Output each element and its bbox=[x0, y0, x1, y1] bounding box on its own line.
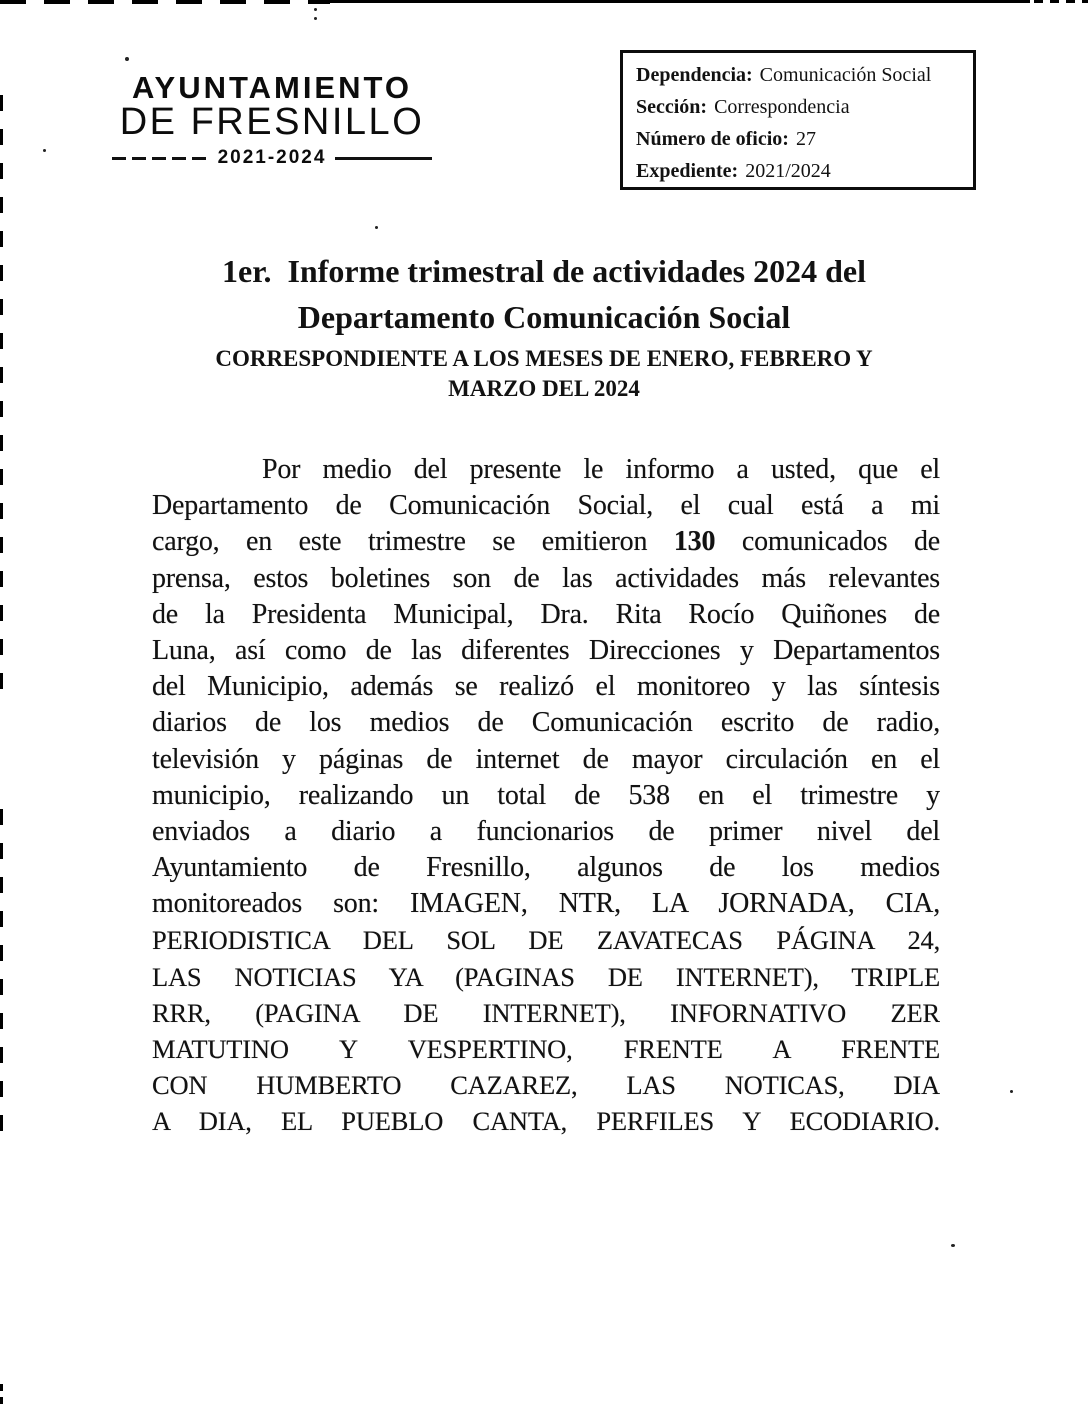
scan-speck bbox=[314, 8, 317, 11]
document-title-line1: 1er. Informe trimestral de actividades 2024 del bbox=[221, 253, 867, 289]
body-line bbox=[152, 850, 940, 886]
logo-rule-right bbox=[335, 157, 432, 160]
scan-artifact-left-bottom bbox=[0, 1384, 3, 1408]
reference-row-expediente bbox=[636, 155, 967, 187]
body-text-segment: comunicados de bbox=[715, 526, 940, 558]
body-text-segment: Luna, así como de las diferentes Direcciones y Departamentos bbox=[152, 634, 940, 666]
body-line bbox=[152, 524, 940, 560]
body-text-segment: de la Presidenta Municipal, Dra. Rita Rocío Quiñones de bbox=[152, 598, 940, 630]
body-line bbox=[152, 705, 940, 741]
body-line bbox=[152, 669, 940, 705]
reference-label: Dependencia: bbox=[636, 64, 753, 86]
body-text-segment: enviados a diario a funcionarios de primer nivel del bbox=[152, 815, 940, 847]
scan-speck bbox=[1010, 1090, 1013, 1093]
body-text-segment: LAS NOTICIAS YA (PAGINAS DE INTERNET), TRIPLE bbox=[152, 961, 940, 992]
reference-row-numero-oficio bbox=[636, 123, 967, 155]
reference-value: Correspondencia bbox=[714, 96, 850, 118]
reference-value: Comunicación Social bbox=[759, 64, 932, 86]
body-line bbox=[152, 814, 940, 850]
body-text-segment: PERIODISTICA DEL SOL DE ZAVATECAS PÁGINA 24, bbox=[152, 925, 940, 956]
body-line bbox=[152, 886, 940, 922]
body-line bbox=[152, 597, 940, 633]
municipality-logo bbox=[112, 72, 432, 169]
reference-value: 27 bbox=[795, 128, 816, 150]
logo-years-text: 2021-2024 bbox=[217, 147, 327, 168]
body-text-segment: Ayuntamiento de Fresnillo, algunos de los medios bbox=[152, 852, 940, 884]
body-text-segment: prensa, estos boletines son de las actividades más relevantes bbox=[152, 562, 940, 594]
body-text-segment: televisión y páginas de internet de mayor circulación en el bbox=[152, 743, 940, 775]
body-paragraph bbox=[152, 452, 940, 1140]
body-text-segment: monitoreados son: IMAGEN, NTR, LA JORNADA, CIA, bbox=[152, 888, 940, 920]
scan-speck bbox=[375, 226, 378, 229]
body-line bbox=[152, 1103, 940, 1139]
body-text-segment: municipio, realizando un total de 538 en el trimestre y bbox=[152, 779, 940, 811]
body-text-segment: MATUTINO Y VESPERTINO, FRENTE A FRENTE bbox=[152, 1034, 940, 1064]
scan-artifact-left-gap bbox=[0, 695, 4, 805]
logo-rule-left bbox=[112, 157, 209, 160]
document-subtitle-line1: CORRESPONDIENTE A LOS MESES DE ENERO, FEBRERO Y bbox=[215, 346, 873, 371]
logo-years-row bbox=[112, 147, 432, 169]
body-line bbox=[152, 922, 940, 958]
body-text-segment: Departamento de Comunicación Social, el cual está a mi bbox=[152, 490, 940, 522]
scan-artifact-top-solid bbox=[330, 0, 1030, 3]
body-line bbox=[152, 561, 940, 597]
reference-row-seccion bbox=[636, 91, 967, 123]
body-line bbox=[152, 1067, 940, 1103]
logo-ayuntamiento-text: AYUNTAMIENTO bbox=[131, 70, 412, 105]
body-line bbox=[152, 488, 940, 524]
document-subtitle-line2: MARZO DEL 2024 bbox=[448, 376, 640, 401]
reference-row-dependencia bbox=[636, 59, 967, 91]
document-subtitle bbox=[0, 344, 1088, 404]
body-text-segment: A DIA, EL PUEBLO CANTA, PERFILES Y ECODIARIO. bbox=[152, 1106, 940, 1137]
body-text-segment: Por medio del presente le informo a usted, que el bbox=[262, 454, 940, 485]
scan-speck bbox=[43, 149, 46, 152]
body-line bbox=[152, 742, 940, 778]
body-text-segment: CON HUMBERTO CAZAREZ, LAS NOTICAS, DIA bbox=[152, 1070, 940, 1101]
scan-speck bbox=[125, 57, 129, 61]
body-text-segment: diarios de los medios de Comunicación escrito de radio, bbox=[152, 707, 940, 739]
document-title bbox=[0, 248, 1088, 340]
body-bold-value: 130 bbox=[673, 526, 716, 558]
reference-info-box bbox=[620, 50, 976, 190]
body-line bbox=[152, 778, 940, 814]
body-line bbox=[152, 633, 940, 669]
body-text-segment: RRR, (PAGINA DE INTERNET), INFORNATIVO ZER bbox=[152, 997, 940, 1028]
document-title-line2: Departamento Comunicación Social bbox=[297, 299, 791, 335]
scan-speck bbox=[951, 1244, 955, 1247]
body-line bbox=[152, 995, 940, 1031]
body-text-segment: del Municipio, además se realizó el monitoreo y las síntesis bbox=[152, 671, 940, 703]
body-line bbox=[152, 959, 940, 995]
reference-label: Expediente: bbox=[636, 160, 739, 182]
reference-value: 2021/2024 bbox=[745, 160, 831, 182]
logo-fresnillo-text: DE FRESNILLO bbox=[119, 101, 425, 143]
scan-artifact-top-right bbox=[1034, 0, 1088, 3]
body-line bbox=[152, 452, 940, 488]
reference-label: Número de oficio: bbox=[636, 128, 789, 150]
scan-artifact-top-dashed bbox=[0, 0, 330, 4]
body-line bbox=[152, 1031, 940, 1067]
body-text-segment: cargo, en este trimestre se emitieron bbox=[152, 526, 674, 558]
reference-label: Sección: bbox=[636, 96, 708, 118]
